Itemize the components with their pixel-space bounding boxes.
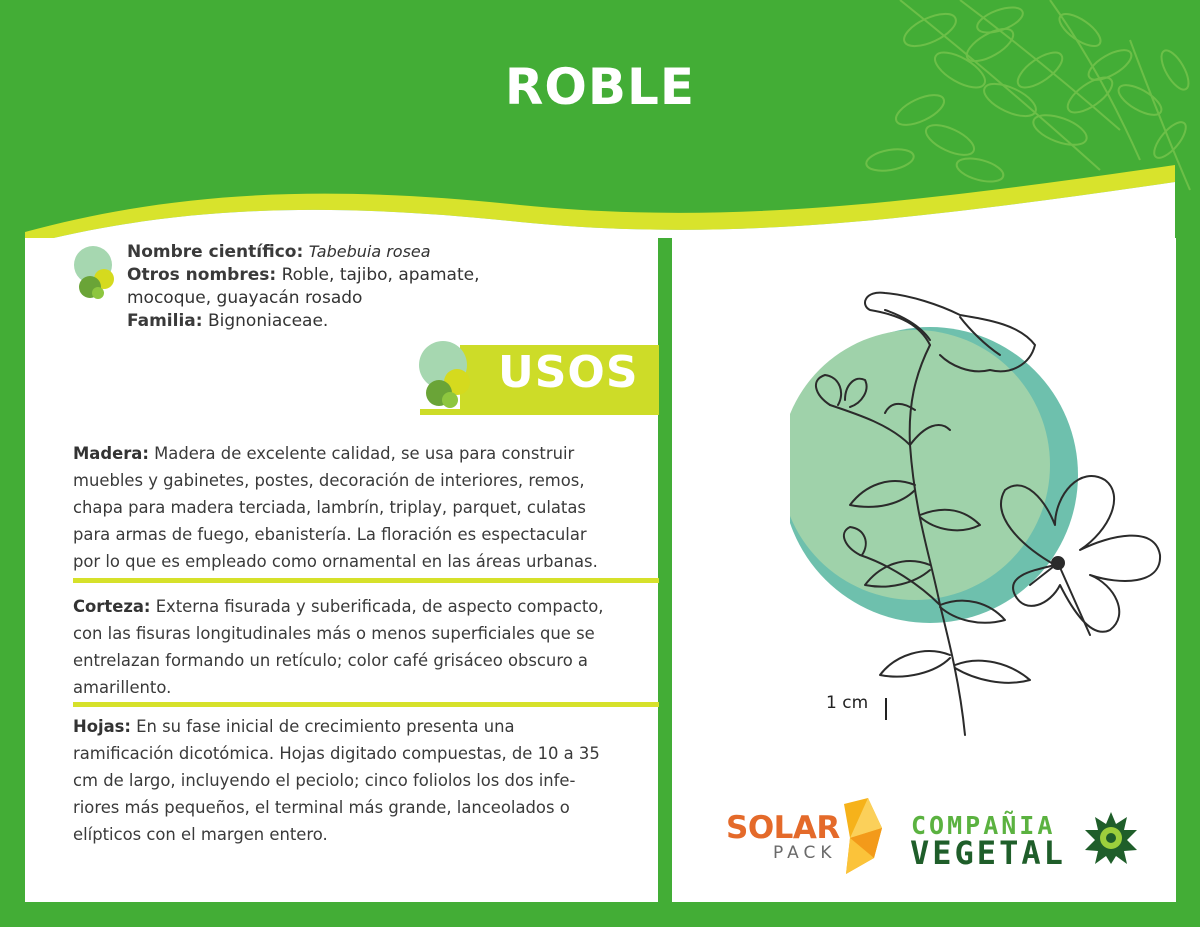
madera-line: chapa para madera terciada, lambrín, triplay, parquet, culatas: [73, 498, 586, 517]
scientific-name-value: Tabebuia rosea: [308, 242, 431, 261]
scale-bar: [885, 698, 887, 720]
hojas-line: elípticos con el margen entero.: [73, 825, 328, 844]
compania-vegetal-logo-text: COMPAÑIA: [911, 811, 1056, 840]
usos-bubbles-icon: [415, 340, 475, 412]
scientific-name-row: [127, 240, 547, 264]
hojas-line: En su fase inicial de crecimiento presenta una: [130, 717, 515, 736]
solarpack-logo-text: SOLAR: [726, 810, 840, 846]
family-label: Familia:: [127, 311, 203, 331]
madera-line: para armas de fuego, ebanistería. La floración es espectacular: [73, 525, 587, 544]
corteza-section: [73, 593, 643, 701]
section-divider: [73, 702, 659, 707]
corteza-line: entrelazan formando un retículo; color café grisáceo obscuro a: [73, 651, 588, 670]
other-names-value: Roble, tajibo, apamate,: [281, 265, 480, 285]
solarpack-logo-subtext: PACK: [773, 843, 837, 863]
hojas-line: cm de largo, incluyendo el peciolo; cinco foliolos los dos infe-: [73, 771, 576, 790]
panel-divider: [658, 238, 672, 902]
species-info: [127, 240, 547, 333]
flower-illustration-icon: [790, 285, 1170, 745]
scale-label: 1 cm: [826, 693, 869, 713]
hojas-line: riores más pequeños, el terminal más grande, lanceolados o: [73, 798, 570, 817]
compania-vegetal-logo-subtext: VEGETAL: [910, 834, 1066, 872]
section-divider: [73, 578, 659, 583]
corteza-line: amarillento.: [73, 678, 172, 697]
page-title: ROBLE: [504, 58, 696, 116]
hojas-section: [73, 713, 643, 848]
other-names-row-2: [127, 287, 547, 310]
hojas-label: Hojas:: [73, 717, 131, 736]
other-names-value-2: mocoque, guayacán rosado: [127, 288, 363, 308]
other-names-row: [127, 264, 547, 287]
madera-line: muebles y gabinetes, postes, decoración de interiores, remos,: [73, 471, 585, 490]
corteza-label: Corteza:: [73, 597, 151, 616]
bubbles-icon: [70, 244, 118, 304]
madera-line: por lo que es empleado como ornamental en las áreas urbanas.: [73, 552, 598, 571]
solarpack-crystal-icon: [838, 798, 886, 876]
madera-line: Madera de excelente calidad, se usa para construir: [148, 444, 575, 463]
corteza-line: con las fisuras longitudinales más o menos superficiales que se: [73, 624, 595, 643]
other-names-label: Otros nombres:: [127, 265, 277, 285]
corteza-line: Externa fisurada y suberificada, de aspecto compacto,: [150, 597, 604, 616]
compania-vegetal-emblem-icon: [1084, 811, 1138, 865]
family-row: [127, 310, 547, 333]
hojas-line: ramificación dicotómica. Hojas digitado compuestas, de 10 a 35: [73, 744, 600, 763]
scientific-name-label: Nombre científico:: [127, 242, 304, 262]
family-value: Bignoniaceae.: [207, 311, 329, 331]
madera-label: Madera:: [73, 444, 149, 463]
madera-section: [73, 440, 643, 575]
usos-heading: USOS: [498, 347, 639, 398]
